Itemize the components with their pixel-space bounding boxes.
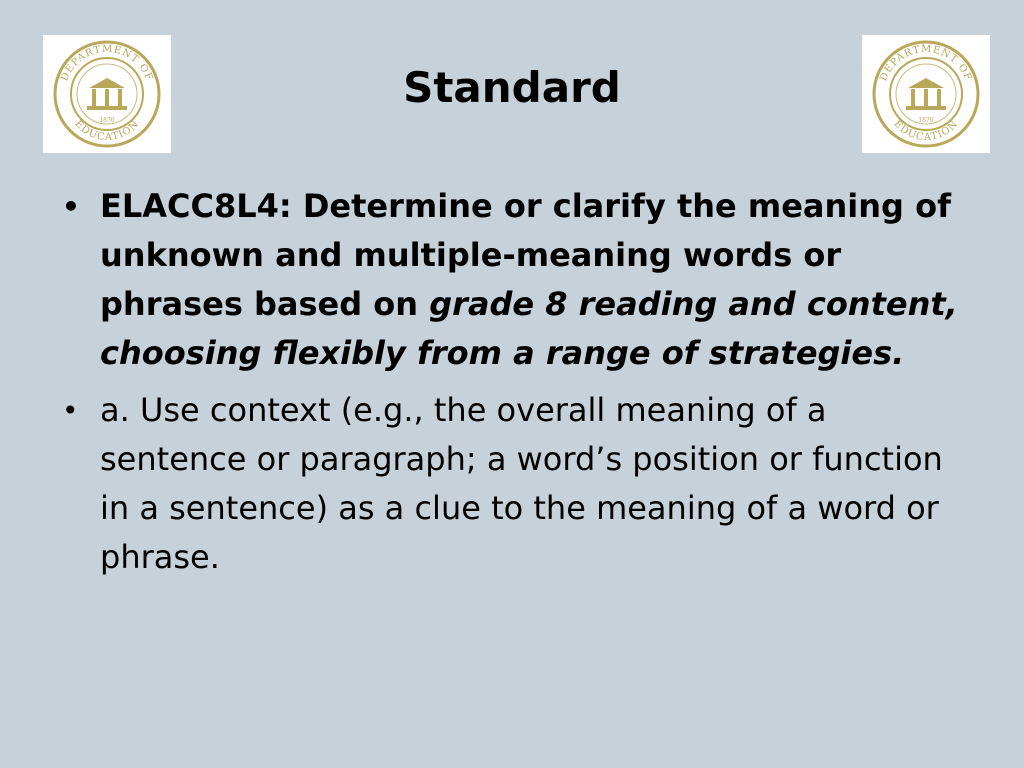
seal-text-bottom: EDUCATION bbox=[72, 118, 142, 144]
seal-year: 1870 bbox=[918, 117, 934, 124]
seal-text-top: DEPARTMENT OF bbox=[878, 43, 974, 83]
seal-text-bottom: EDUCATION bbox=[891, 118, 961, 144]
standard-italic-text: grade 8 reading and content, choosing flexibly from a range of strategies. bbox=[100, 285, 958, 372]
seal-year: 1870 bbox=[99, 117, 115, 124]
bullet-icon: • bbox=[62, 394, 79, 427]
bullet-item-context bbox=[60, 386, 960, 582]
bullet-item-standard bbox=[60, 182, 960, 378]
standard-bold-text: ELACC8L4: Determine or clarify the meaning of unknown and multiple-meaning words or phrases based on bbox=[100, 187, 951, 323]
seal-text-top: DEPARTMENT OF bbox=[59, 43, 155, 83]
slide-title: Standard bbox=[403, 63, 621, 112]
bullet-list bbox=[60, 182, 960, 590]
context-text: a. Use context (e.g., the overall meaning of a sentence or paragraph; a word’s position or function in a sentence) as a clue to the meaning of a word or phrase. bbox=[100, 391, 943, 576]
bullet-icon: • bbox=[62, 190, 80, 223]
